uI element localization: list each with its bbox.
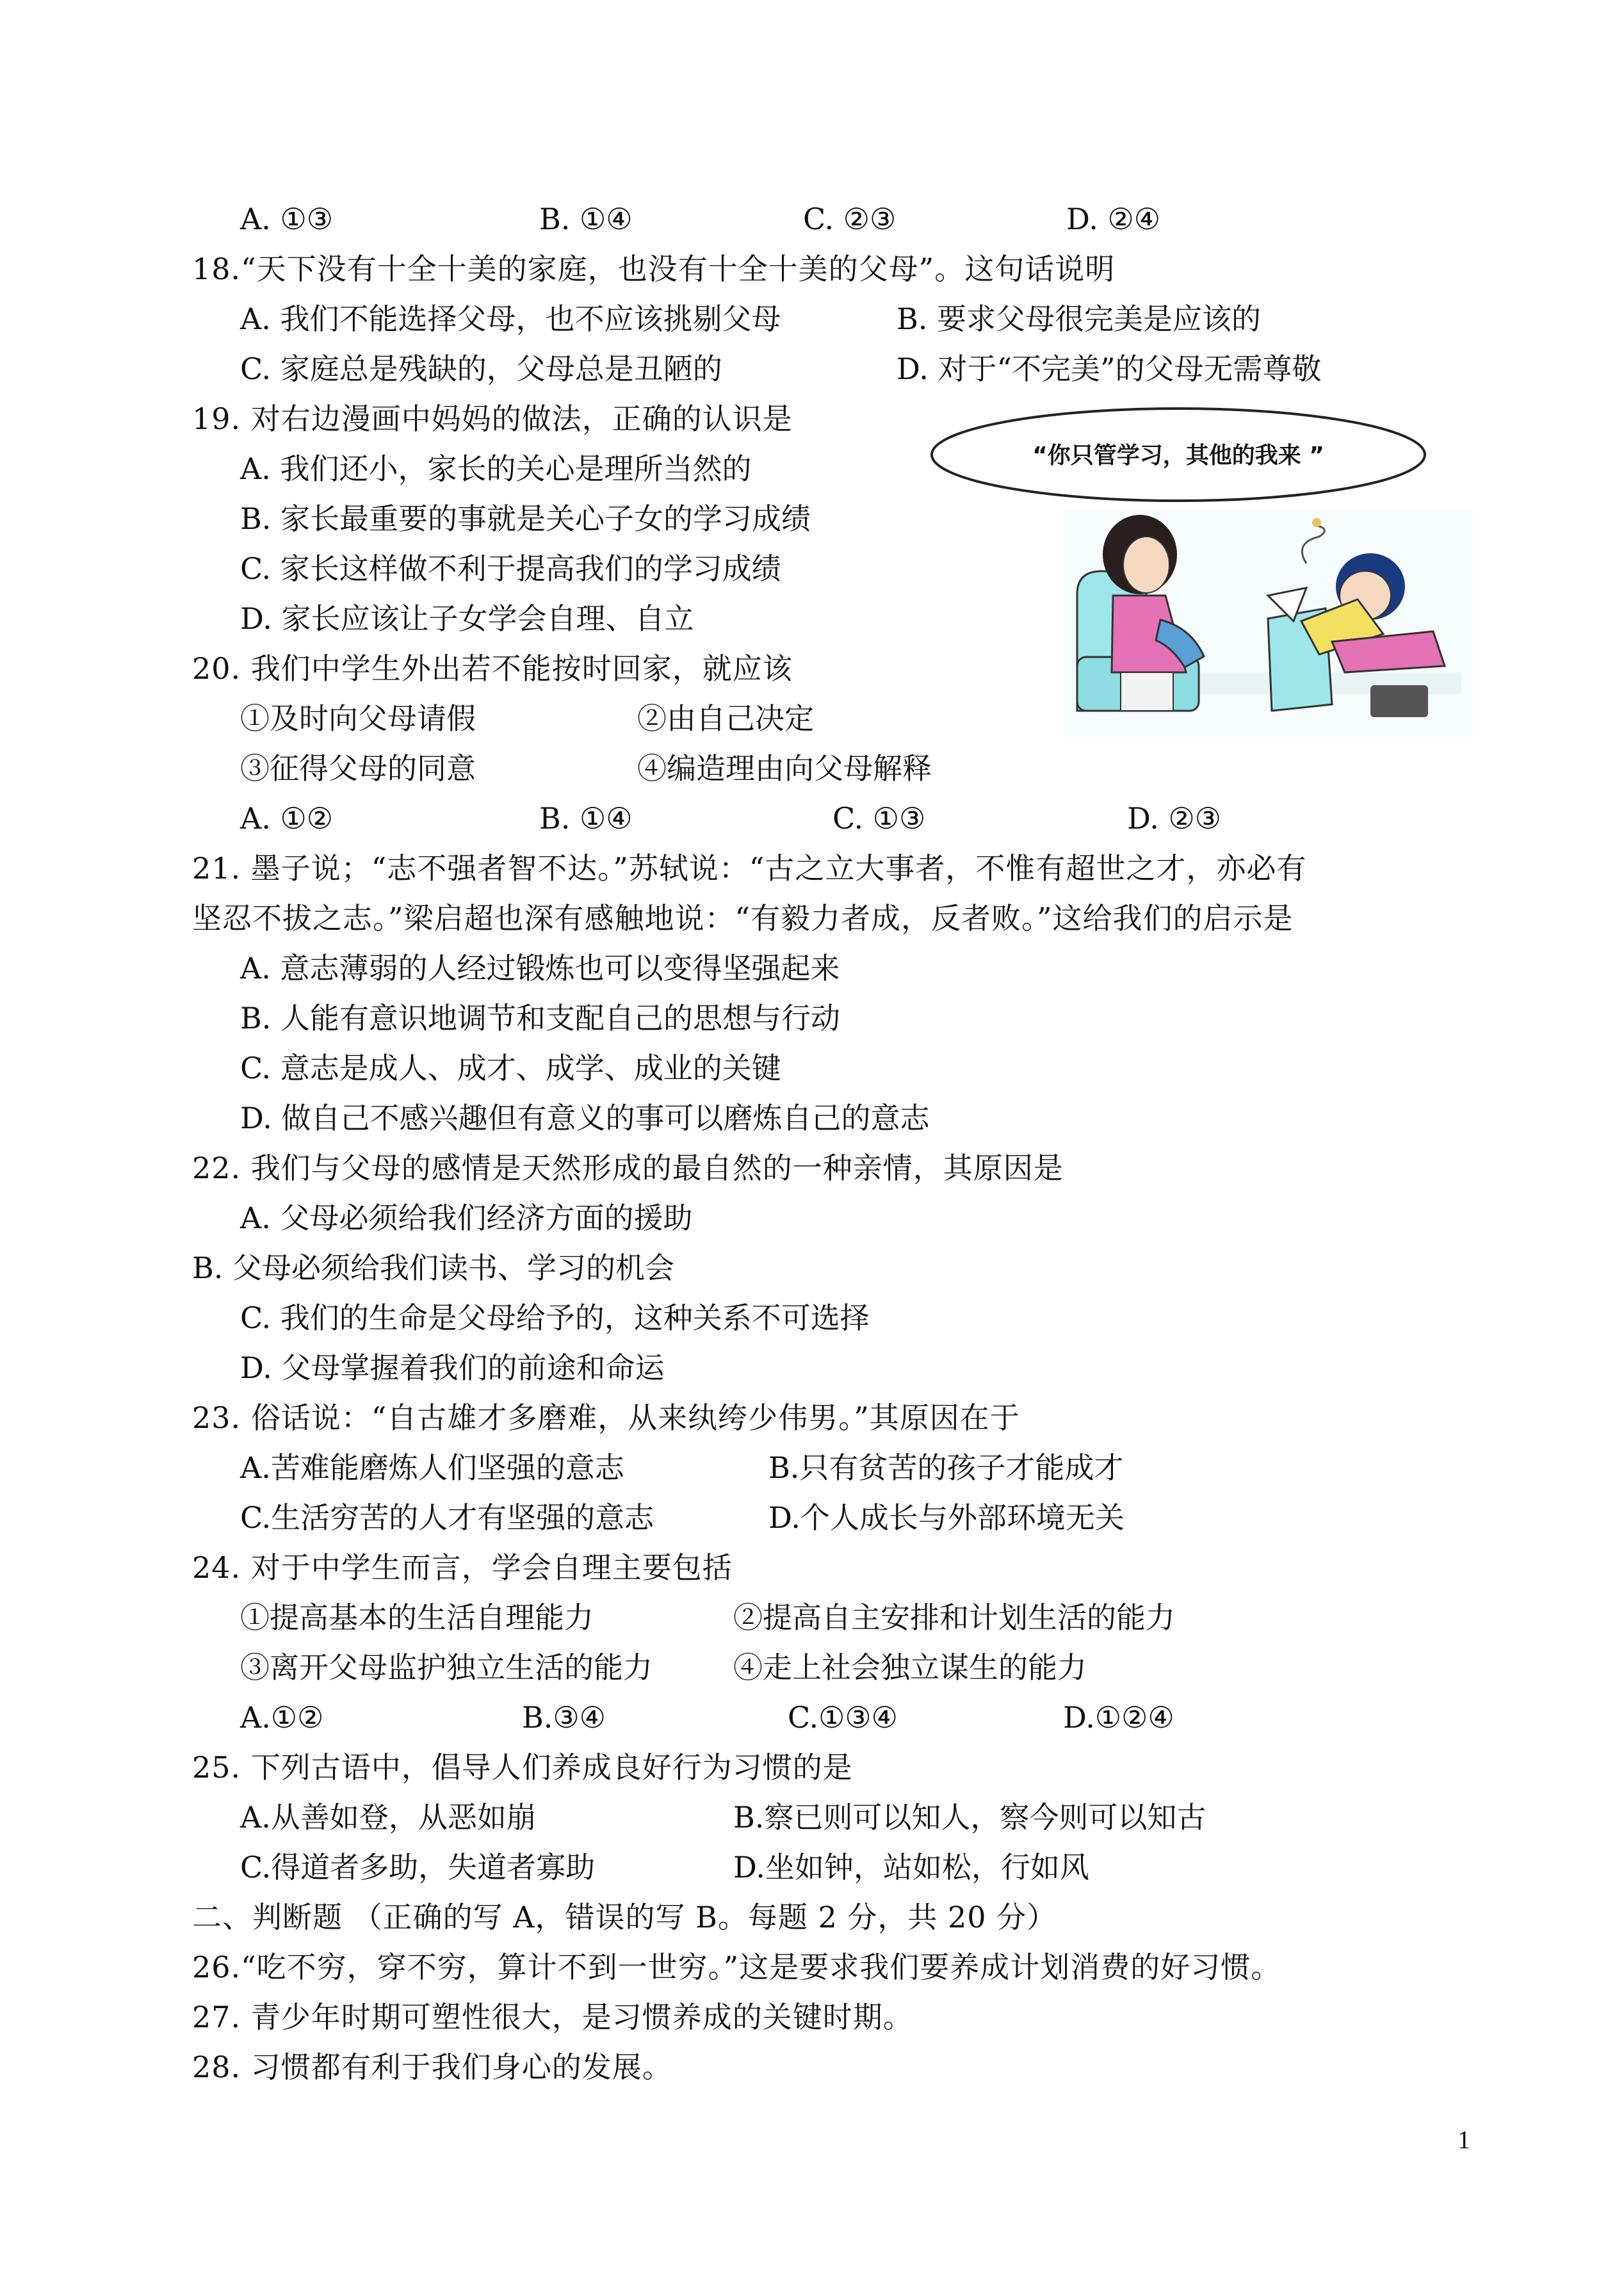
q23-option-a: A.苦难能磨炼人们坚强的意志 bbox=[240, 1450, 624, 1485]
q24-option-c: C.①③④ bbox=[788, 1700, 898, 1735]
q21-option-a: A. 意志薄弱的人经过锻炼也可以变得坚强起来 bbox=[240, 951, 840, 985]
question-20: 20. 我们中学生外出若不能按时回家，就应该 bbox=[192, 651, 793, 686]
q17-option-b: B. ①④ bbox=[539, 202, 633, 236]
q19-option-b: B. 家长最重要的事就是关心子女的学习成绩 bbox=[240, 501, 811, 536]
question-21-line-2: 坚忍不拔之志。”梁启超也深有感触地说：“有毅力者成，反者败。”这给我们的启示是 bbox=[192, 901, 1294, 936]
q21-option-b: B. 人能有意识地调节和支配自己的思想与行动 bbox=[240, 1001, 841, 1035]
q25-option-d: D.坐如钟，站如松，行如风 bbox=[733, 1850, 1089, 1885]
q25-option-b: B.察已则可以知人，察今则可以知古 bbox=[733, 1800, 1206, 1835]
q19-option-d: D. 家长应该让子女学会自理、自立 bbox=[240, 601, 694, 636]
q18-option-a: A. 我们不能选择父母，也不应该挑剔父母 bbox=[240, 302, 781, 336]
q24-option-b: B.③④ bbox=[522, 1700, 606, 1735]
q20-item-1: ①及时向父母请假 bbox=[240, 701, 476, 736]
q17-option-a: A. ①③ bbox=[240, 202, 333, 236]
cartoon-speech-text: “你只管学习，其他的我来 ” bbox=[1032, 442, 1324, 469]
question-18: 18.“天下没有十全十美的家庭，也没有十全十美的父母”。这句话说明 bbox=[192, 252, 1116, 286]
q21-option-d: D. 做自己不感兴趣但有意义的事可以磨炼自己的意志 bbox=[240, 1101, 930, 1135]
q25-option-a: A.从善如登，从恶如崩 bbox=[240, 1800, 536, 1835]
q23-option-d: D.个人成长与外部环境无关 bbox=[768, 1500, 1125, 1535]
q22-option-a: A. 父母必须给我们经济方面的援助 bbox=[240, 1201, 693, 1235]
q25-option-c: C.得道者多助，失道者寡助 bbox=[240, 1850, 596, 1885]
q21-option-c: C. 意志是成人、成才、成学、成业的关键 bbox=[240, 1051, 781, 1085]
page-number: 1 bbox=[1458, 2125, 1470, 2154]
q24-item-4: ④走上社会独立谋生的能力 bbox=[733, 1650, 1087, 1685]
q23-option-c: C.生活穷苦的人才有坚强的意志 bbox=[240, 1500, 654, 1535]
question-23: 23. 俗话说：“自古雄才多磨难，从来纨绔少伟男。”其原因在于 bbox=[192, 1400, 1020, 1435]
mother-child-cartoon-icon bbox=[909, 403, 1473, 736]
q22-option-d: D. 父母掌握着我们的前途和命运 bbox=[240, 1350, 665, 1385]
section-2-heading: 二、判断题 （正确的写 A，错误的写 B。每题 2 分，共 20 分） bbox=[192, 1900, 1057, 1934]
q18-option-c: C. 家庭总是残缺的，父母总是丑陋的 bbox=[240, 352, 722, 386]
question-21-line-1: 21. 墨子说；“志不强者智不达。”苏轼说：“古之立大事者，不惟有超世之才，亦必有 bbox=[192, 851, 1307, 886]
q19-option-c: C. 家长这样做不利于提高我们的学习成绩 bbox=[240, 551, 781, 586]
question-27: 27. 青少年时期可塑性很大，是习惯养成的关键时期。 bbox=[192, 2000, 913, 2034]
q20-item-2: ②由自己决定 bbox=[637, 701, 814, 736]
q20-option-d: D. ②③ bbox=[1127, 801, 1221, 836]
question-24: 24. 对于中学生而言，学会自理主要包括 bbox=[192, 1550, 733, 1585]
question-26: 26.“吃不穷，穿不穷，算计不到一世穷。”这是要求我们要养成计划消费的好习惯。 bbox=[192, 1950, 1281, 1984]
q20-option-a: A. ①② bbox=[240, 801, 333, 836]
q20-option-c: C. ①③ bbox=[832, 801, 926, 836]
q22-option-b: B. 父母必须给我们读书、学习的机会 bbox=[192, 1251, 675, 1285]
question-28: 28. 习惯都有利于我们身心的发展。 bbox=[192, 2050, 672, 2084]
q17-option-c: C. ②③ bbox=[803, 202, 897, 236]
q17-option-d: D. ②④ bbox=[1066, 202, 1160, 236]
q24-item-2: ②提高自主安排和计划生活的能力 bbox=[733, 1600, 1175, 1635]
question-25: 25. 下列古语中，倡导人们养成良好行为习惯的是 bbox=[192, 1750, 853, 1785]
q19-option-a: A. 我们还小，家长的关心是理所当然的 bbox=[240, 451, 752, 486]
q20-option-b: B. ①④ bbox=[539, 801, 633, 836]
question-22: 22. 我们与父母的感情是天然形成的最自然的一种亲情，其原因是 bbox=[192, 1151, 1064, 1185]
q23-option-b: B.只有贫苦的孩子才能成才 bbox=[768, 1450, 1124, 1485]
q20-item-3: ③征得父母的同意 bbox=[240, 751, 476, 786]
q20-item-4: ④编造理由向父母解释 bbox=[637, 751, 932, 786]
q24-option-a: A.①② bbox=[240, 1700, 324, 1735]
cartoon-figure bbox=[909, 403, 1473, 736]
q24-item-1: ①提高基本的生活自理能力 bbox=[240, 1600, 594, 1635]
q24-item-3: ③离开父母监护独立生活的能力 bbox=[240, 1650, 653, 1685]
q18-option-b: B. 要求父母很完美是应该的 bbox=[897, 302, 1262, 336]
question-19: 19. 对右边漫画中妈妈的做法，正确的认识是 bbox=[192, 401, 793, 436]
q24-option-d: D.①②④ bbox=[1063, 1700, 1174, 1735]
q22-option-c: C. 我们的生命是父母给予的，这种关系不可选择 bbox=[240, 1301, 870, 1335]
q18-option-d: D. 对于“不完美”的父母无需尊敬 bbox=[897, 352, 1322, 386]
